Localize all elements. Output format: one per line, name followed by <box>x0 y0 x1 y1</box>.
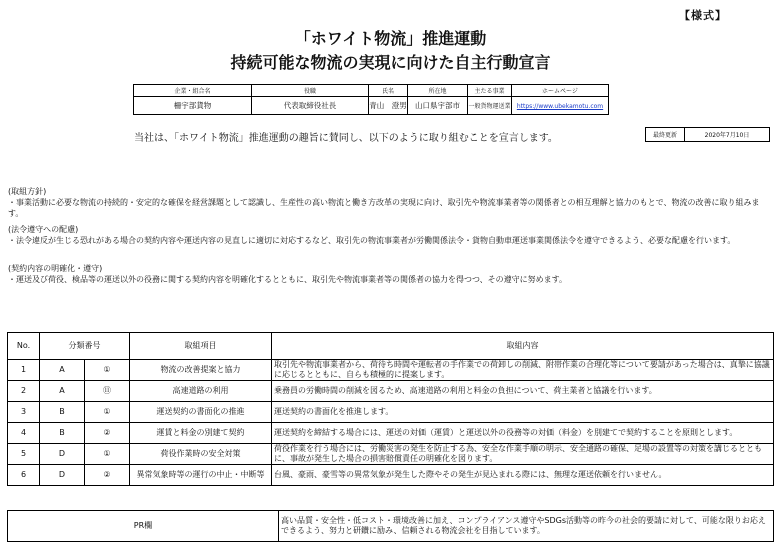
row-item: 高速道路の利用 <box>130 381 272 402</box>
row-content: 運送契約を締結する場合には、運送の対価（運賃）と運送以外の役務等の対価（料金）を別建てで契約することを原則とします。 <box>272 423 774 444</box>
policy-text: ・事業活動に必要な物流の持続的・安定的な確保を経営課題として認識し、生産性の高い物流と働き方改革の実現に向け、取引先や物流事業者等の関係者との相互理解と協力のもとで、物流の改善に取り組みます。 <box>8 198 760 218</box>
row-no: 6 <box>8 465 40 486</box>
format-tag: 【様式】 <box>679 9 727 22</box>
row-subnumber: ① <box>85 360 130 381</box>
person-name-value: 青山 澄男 <box>369 97 408 115</box>
last-updated-value: 2020年7月10日 <box>685 128 770 142</box>
table-row <box>8 402 774 423</box>
category-header: 分類番号 <box>40 333 130 360</box>
row-subnumber: ① <box>85 402 130 423</box>
row-item: 物流の改善提案と協力 <box>130 360 272 381</box>
main-business-header: 主たる事業 <box>468 85 512 97</box>
initiatives-table <box>7 332 774 486</box>
row-category: B <box>40 402 85 423</box>
policy-heading: (法令遵守への配慮) <box>8 225 79 234</box>
main-business-value: 一般貨物運送業 <box>468 97 512 115</box>
row-subnumber: ② <box>85 423 130 444</box>
homepage-cell <box>512 97 609 115</box>
row-content: 荷役作業を行う場合には、労働災害の発生を防止する為、安全な作業手順の明示、安全通路の確保、足場の設置等の対策を講じるとともに、事故が発生した場合の損害賠償責任の明確化を図ります。 <box>272 444 774 465</box>
policy-section-compliance <box>8 224 774 246</box>
table-row <box>8 360 774 381</box>
company-info-table <box>133 84 609 115</box>
pr-label: PR欄 <box>8 511 279 542</box>
location-value: 山口県宇部市 <box>408 97 468 115</box>
row-no: 2 <box>8 381 40 402</box>
row-content: 台風、豪雨、豪雪等の異常気象が発生した際やその発生が見込まれる際には、無理な運送依頼を行いません。 <box>272 465 774 486</box>
table-row <box>8 381 774 402</box>
item-header: 取組項目 <box>130 333 272 360</box>
row-content: 取引先や物流事業者から、荷待ち時間や運転者の手作業での荷卸しの削減、附帯作業の合理化等について要請があった場合は、真摯に協議に応じるとともに、自らも積極的に提案します。 <box>272 360 774 381</box>
location-header: 所在地 <box>408 85 468 97</box>
table-row <box>8 423 774 444</box>
declaration-statement: 当社は、「ホワイト物流」推進運動の趣旨に賛同し、以下のように取り組むことを宣言します。 <box>134 133 558 144</box>
campaign-title: 「ホワイト物流」推進運動 <box>294 29 487 48</box>
row-category: D <box>40 444 85 465</box>
row-no: 5 <box>8 444 40 465</box>
pr-table <box>7 510 774 542</box>
policy-text: ・法令違反が生じる恐れがある場合の契約内容や運送内容の見直しに適切に対応するなど、取引先の物流事業者が労働関係法令・貨物自動車運送事業関係法令を遵守できるよう、必要な配慮を行います。 <box>8 236 736 245</box>
last-updated-table <box>645 127 770 142</box>
row-subnumber: ⑪ <box>85 381 130 402</box>
row-no: 4 <box>8 423 40 444</box>
table-row <box>8 444 774 465</box>
pr-text: 高い品質・安全性・低コスト・環境改善に加え、コンプライアンス遵守やSDGs活動等の昨今の社会的要請に対して、可能な限りお応えできるよう、努力と研鑽に励み、信頼される物流会社を目指しています。 <box>279 511 774 542</box>
no-header: No. <box>8 333 40 360</box>
row-content: 運送契約の書面化を推進します。 <box>272 402 774 423</box>
row-item: 荷役作業時の安全対策 <box>130 444 272 465</box>
position-value: 代表取締役社長 <box>252 97 369 115</box>
row-item: 運送契約の書面化の推進 <box>130 402 272 423</box>
policy-heading: (契約内容の明確化・遵守) <box>8 264 103 273</box>
person-name-header: 氏名 <box>369 85 408 97</box>
row-content: 乗務員の労働時間の削減を図るため、高速道路の利用と料金の負担について、荷主業者と協議を行います。 <box>272 381 774 402</box>
table-row <box>8 465 774 486</box>
row-category: B <box>40 423 85 444</box>
row-no: 1 <box>8 360 40 381</box>
row-item: 異常気象時等の運行の中止・中断等 <box>130 465 272 486</box>
declaration-title: 持続可能な物流の実現に向けた自主行動宣言 <box>230 53 551 72</box>
homepage-header: ホームページ <box>512 85 609 97</box>
row-category: D <box>40 465 85 486</box>
row-subnumber: ① <box>85 444 130 465</box>
position-header: 役職 <box>252 85 369 97</box>
row-category: A <box>40 381 85 402</box>
company-name-header: 企業・組合名 <box>134 85 252 97</box>
policy-section-contract <box>8 263 774 285</box>
row-no: 3 <box>8 402 40 423</box>
content-header: 取組内容 <box>272 333 774 360</box>
row-item: 運賃と料金の別建て契約 <box>130 423 272 444</box>
policy-text: ・運送及び荷役、検品等の運送以外の役務に関する契約内容を明確化するとともに、取引先や物流事業者等の関係者の協力を得つつ、その遵守に努めます。 <box>8 275 568 284</box>
homepage-link[interactable]: https://www.ubekamotu.com <box>516 103 604 110</box>
row-category: A <box>40 360 85 381</box>
row-subnumber: ② <box>85 465 130 486</box>
last-updated-label: 最終更新 <box>646 128 685 142</box>
company-name-value: 柵宇部貨物 <box>134 97 252 115</box>
policy-heading: (取組方針) <box>8 187 47 196</box>
policy-section-approach <box>8 186 774 219</box>
